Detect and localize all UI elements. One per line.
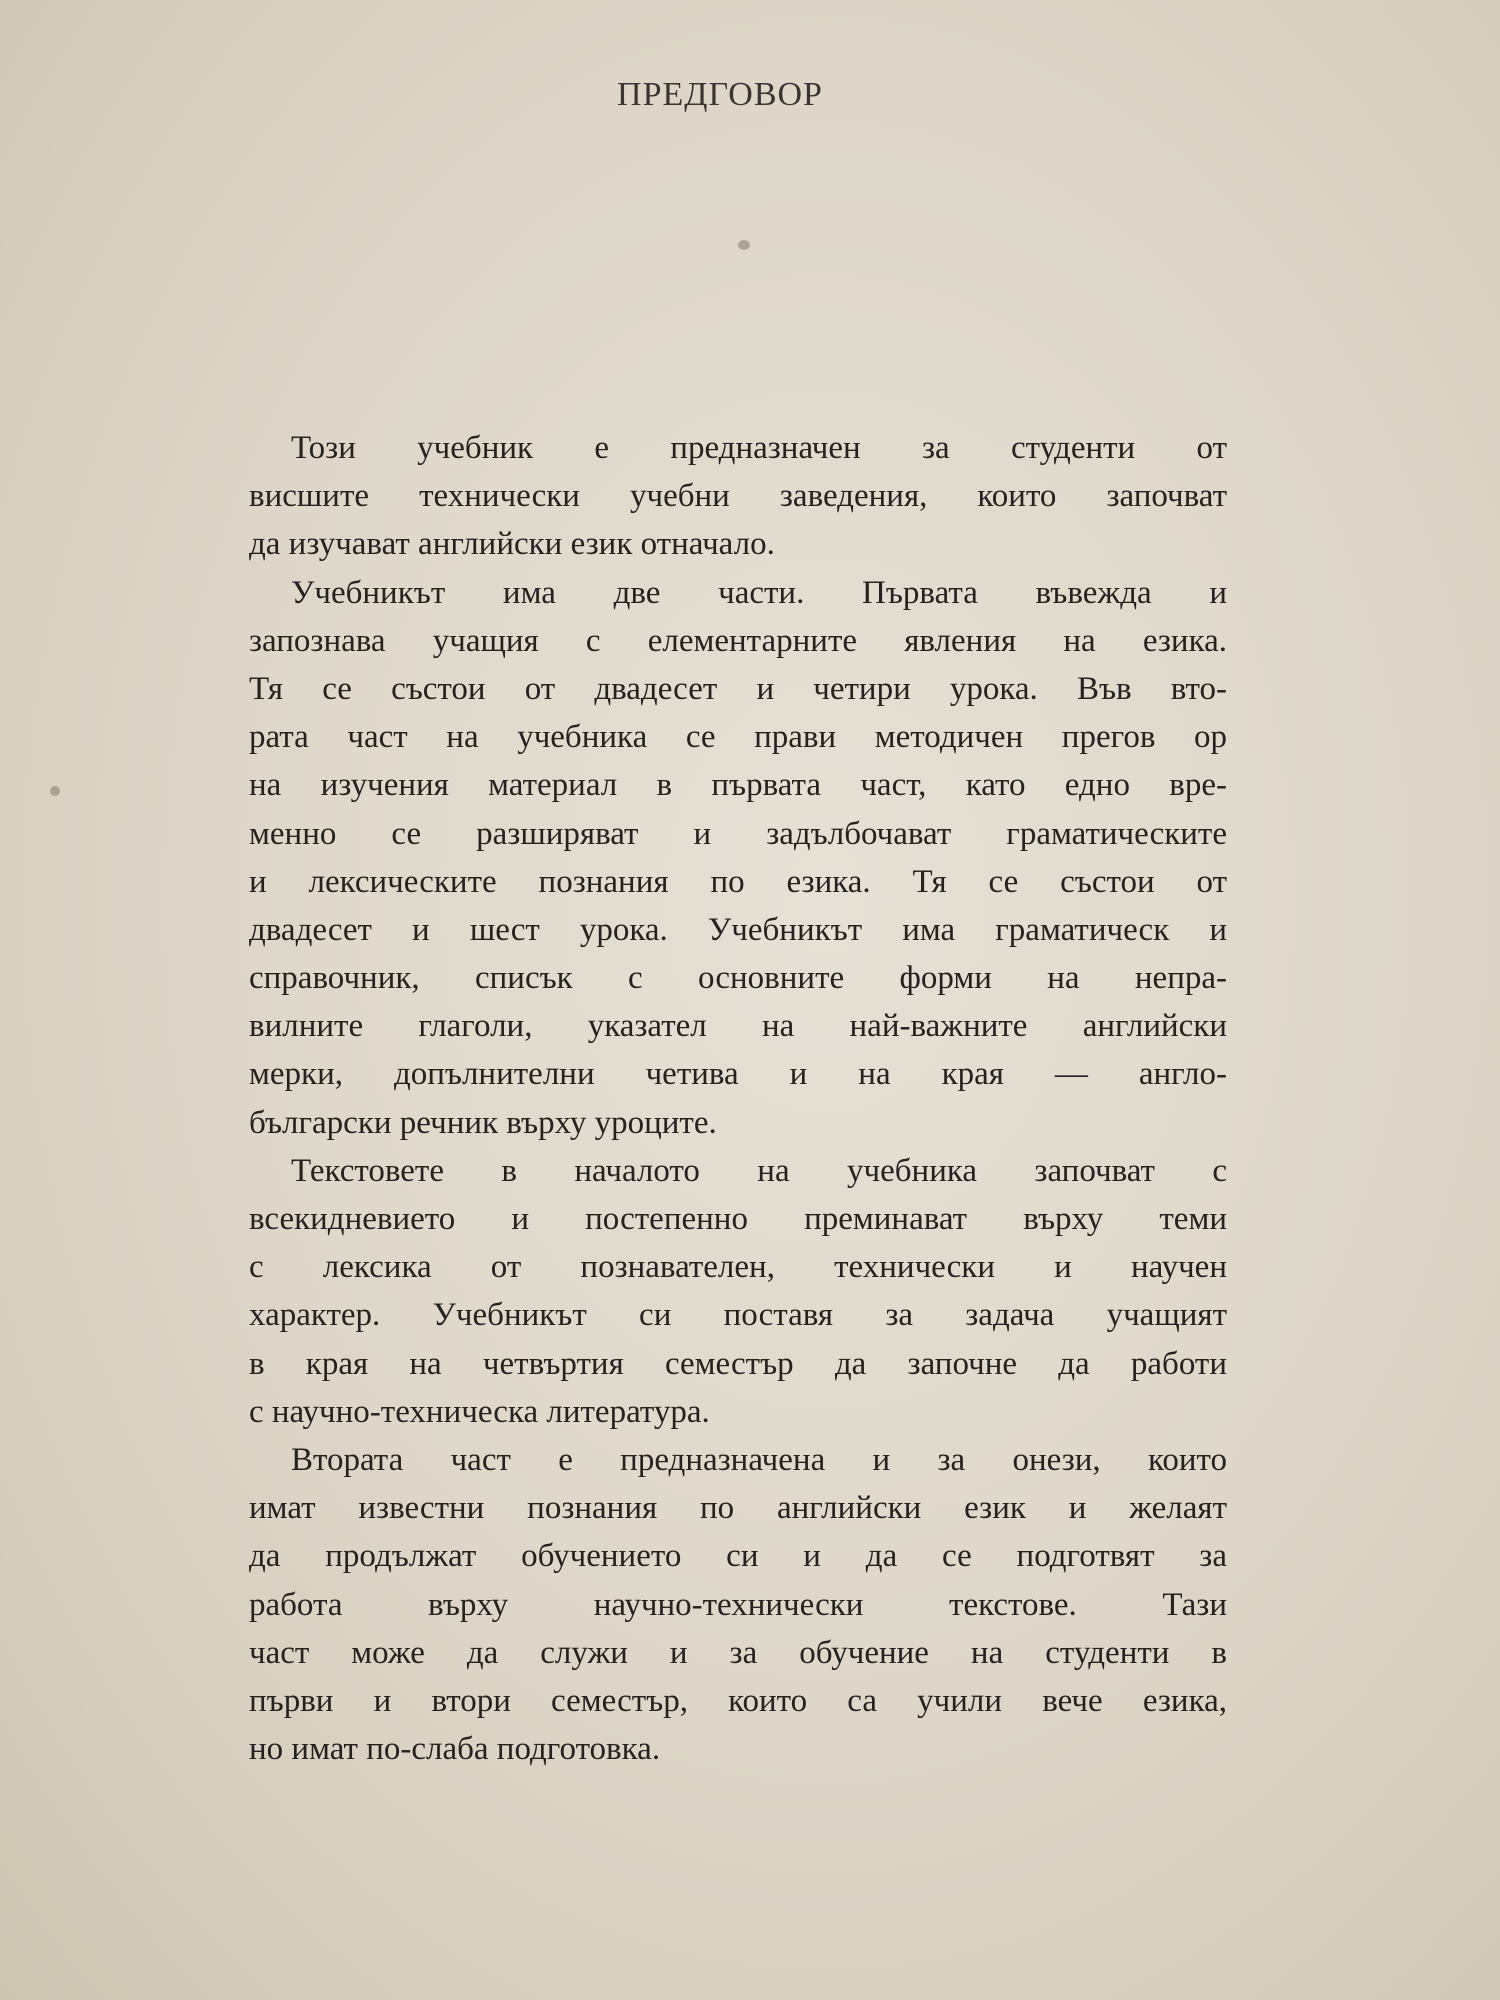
text-line: двадесет и шест урока. Учебникът има граматическ и — [249, 911, 1227, 948]
text-line: всекидневието и постепенно преминават върху теми — [249, 1201, 1227, 1237]
text-line: характер. Учебникът си поставя за задача учащият — [249, 1297, 1227, 1334]
text-line: и лексическите познания по езика. Тя се състои от — [249, 863, 1227, 900]
text-line: с научно-техническа литература. — [249, 1393, 710, 1430]
preface-text — [249, 424, 1227, 1773]
text-line: запознава учащия с елементарните явления на езика. — [249, 622, 1227, 659]
text-line: Тя се състои от двадесет и четири урока. Във вто- — [249, 670, 1227, 707]
text-line: вилните глаголи, указател на най-важните английски — [249, 1008, 1227, 1045]
text-line: висшите технически учебни заведения, които започват — [249, 478, 1227, 515]
text-line: с лексика от познавателен, технически и научен — [249, 1249, 1227, 1286]
text-line: но имат по-слаба подготовка. — [249, 1731, 661, 1768]
text-line: да изучават английски език отначало. — [249, 526, 775, 563]
text-line: да продължат обучението си и да се подготвят за — [249, 1538, 1227, 1575]
text-line: работа върху научно-технически текстове. Тази — [249, 1586, 1227, 1623]
text-line: справочник, списък с основните форми на непра- — [249, 960, 1227, 997]
text-line: Този учебник е предназначен за студенти от — [291, 430, 1227, 466]
paper-spot — [738, 240, 750, 250]
text-line: български речник върху уроците. — [249, 1104, 717, 1141]
text-line: менно се разширяват и задълбочават граматическите — [249, 815, 1227, 852]
paper-spot — [50, 786, 60, 796]
page-title: ПРЕДГОВОР — [617, 76, 823, 113]
text-line: имат известни познания по английски език и желаят — [249, 1490, 1227, 1527]
text-line: рата част на учебника се прави методичен прегов ор — [249, 719, 1227, 756]
text-line: Втората част е предназначена и за онези, които — [291, 1441, 1227, 1478]
text-line: Текстовете в началото на учебника започват с — [291, 1152, 1227, 1189]
text-line: мерки, допълнителни четива и на края — англо- — [249, 1056, 1227, 1093]
text-line: първи и втори семестър, които са учили вече езика, — [249, 1682, 1227, 1719]
text-line: Учебникът има две части. Първата въвежда и — [291, 574, 1227, 611]
text-line: част може да служи и за обучение на студенти в — [249, 1634, 1227, 1671]
text-line: в края на четвъртия семестър да започне да работи — [249, 1345, 1227, 1382]
text-line: на изучения материал в първата част, като едно вре- — [249, 767, 1227, 804]
